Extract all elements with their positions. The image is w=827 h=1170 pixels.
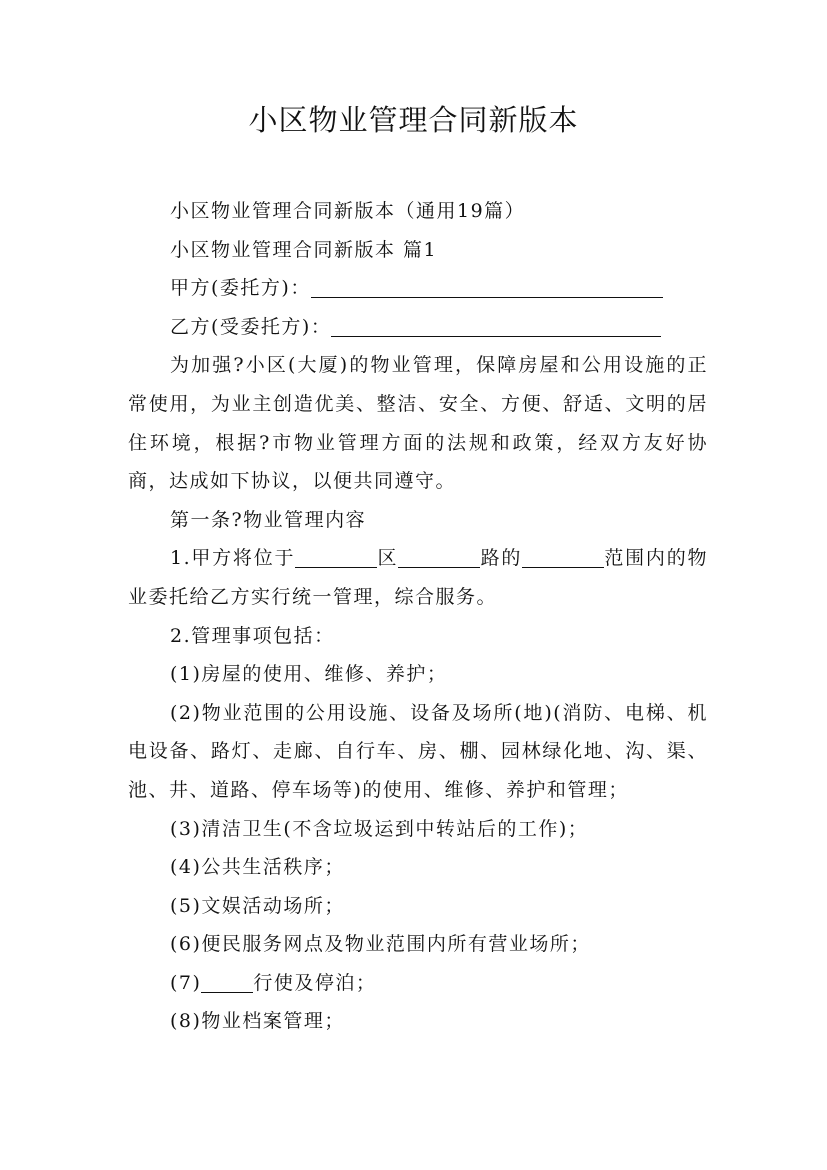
sub-item-5: (5)文娱活动场所； <box>170 894 345 917</box>
sub-item-8: (8)物业档案管理； <box>170 1010 345 1033</box>
sub-item-3: (3)清洁卫生(不含垃圾运到中转站后的工作)； <box>170 817 589 840</box>
sub-item-7-prefix: (7) <box>170 971 202 994</box>
party-a-label: 甲方(委托方)： <box>170 277 311 300</box>
item-1-paragraph <box>128 539 708 616</box>
intro-paragraph: 为加强?小区(大厦)的物业管理，保障房屋和公用设施的正常使用，为业主创造优美、整洁、安全、方便、舒适、文明的居住环境，根据?市物业管理方面的法规和政策，经双方友好协商，达成如下协议，以便共同遵守。 <box>128 354 708 493</box>
party-b-line <box>128 308 708 347</box>
sub-item-4: (4)公共生活秩序； <box>170 856 345 879</box>
sub-item-1: (1)房屋的使用、维修、养护； <box>170 663 448 686</box>
item-2-paragraph: 2.管理事项包括： <box>170 624 335 647</box>
party-b-label: 乙方(受委托方)： <box>170 315 332 338</box>
sub-item-7 <box>128 964 708 1003</box>
sub-item-6: (6)便民服务网点及物业范围内所有营业场所； <box>170 933 591 956</box>
sub-item-7-rest: 行使及停泊； <box>253 971 377 994</box>
item-1-prefix: 1.甲方将位于 <box>170 547 296 570</box>
document-subtitle: 小区物业管理合同新版本（通用19篇） <box>170 200 526 222</box>
document-title: 小区物业管理合同新版本 <box>248 103 579 137</box>
district-label: 区 <box>377 547 399 570</box>
sub-item-7-blank[interactable] <box>201 970 253 993</box>
road-blank[interactable] <box>398 545 480 568</box>
party-a-line <box>128 269 708 308</box>
district-blank[interactable] <box>295 545 377 568</box>
party-b-blank[interactable] <box>331 314 661 337</box>
road-label: 路的 <box>480 547 523 570</box>
party-a-blank[interactable] <box>311 275 663 298</box>
document-body <box>128 192 708 1041</box>
scope-blank[interactable] <box>522 545 604 568</box>
sub-item-2: (2)物业范围的公用设施、设备及场所(地)(消防、电梯、机电设备、路灯、走廊、自行车、房、棚、园林绿化地、沟、渠、池、井、道路、停车场等)的使用、维修、养护和管理； <box>128 701 708 801</box>
article-1-title: 第一条?物业管理内容 <box>170 508 367 531</box>
section-heading: 小区物业管理合同新版本 篇1 <box>170 238 438 261</box>
item-1-rest: 范围内的物业委托给乙方实行统一管理，综合服务。 <box>128 547 708 608</box>
